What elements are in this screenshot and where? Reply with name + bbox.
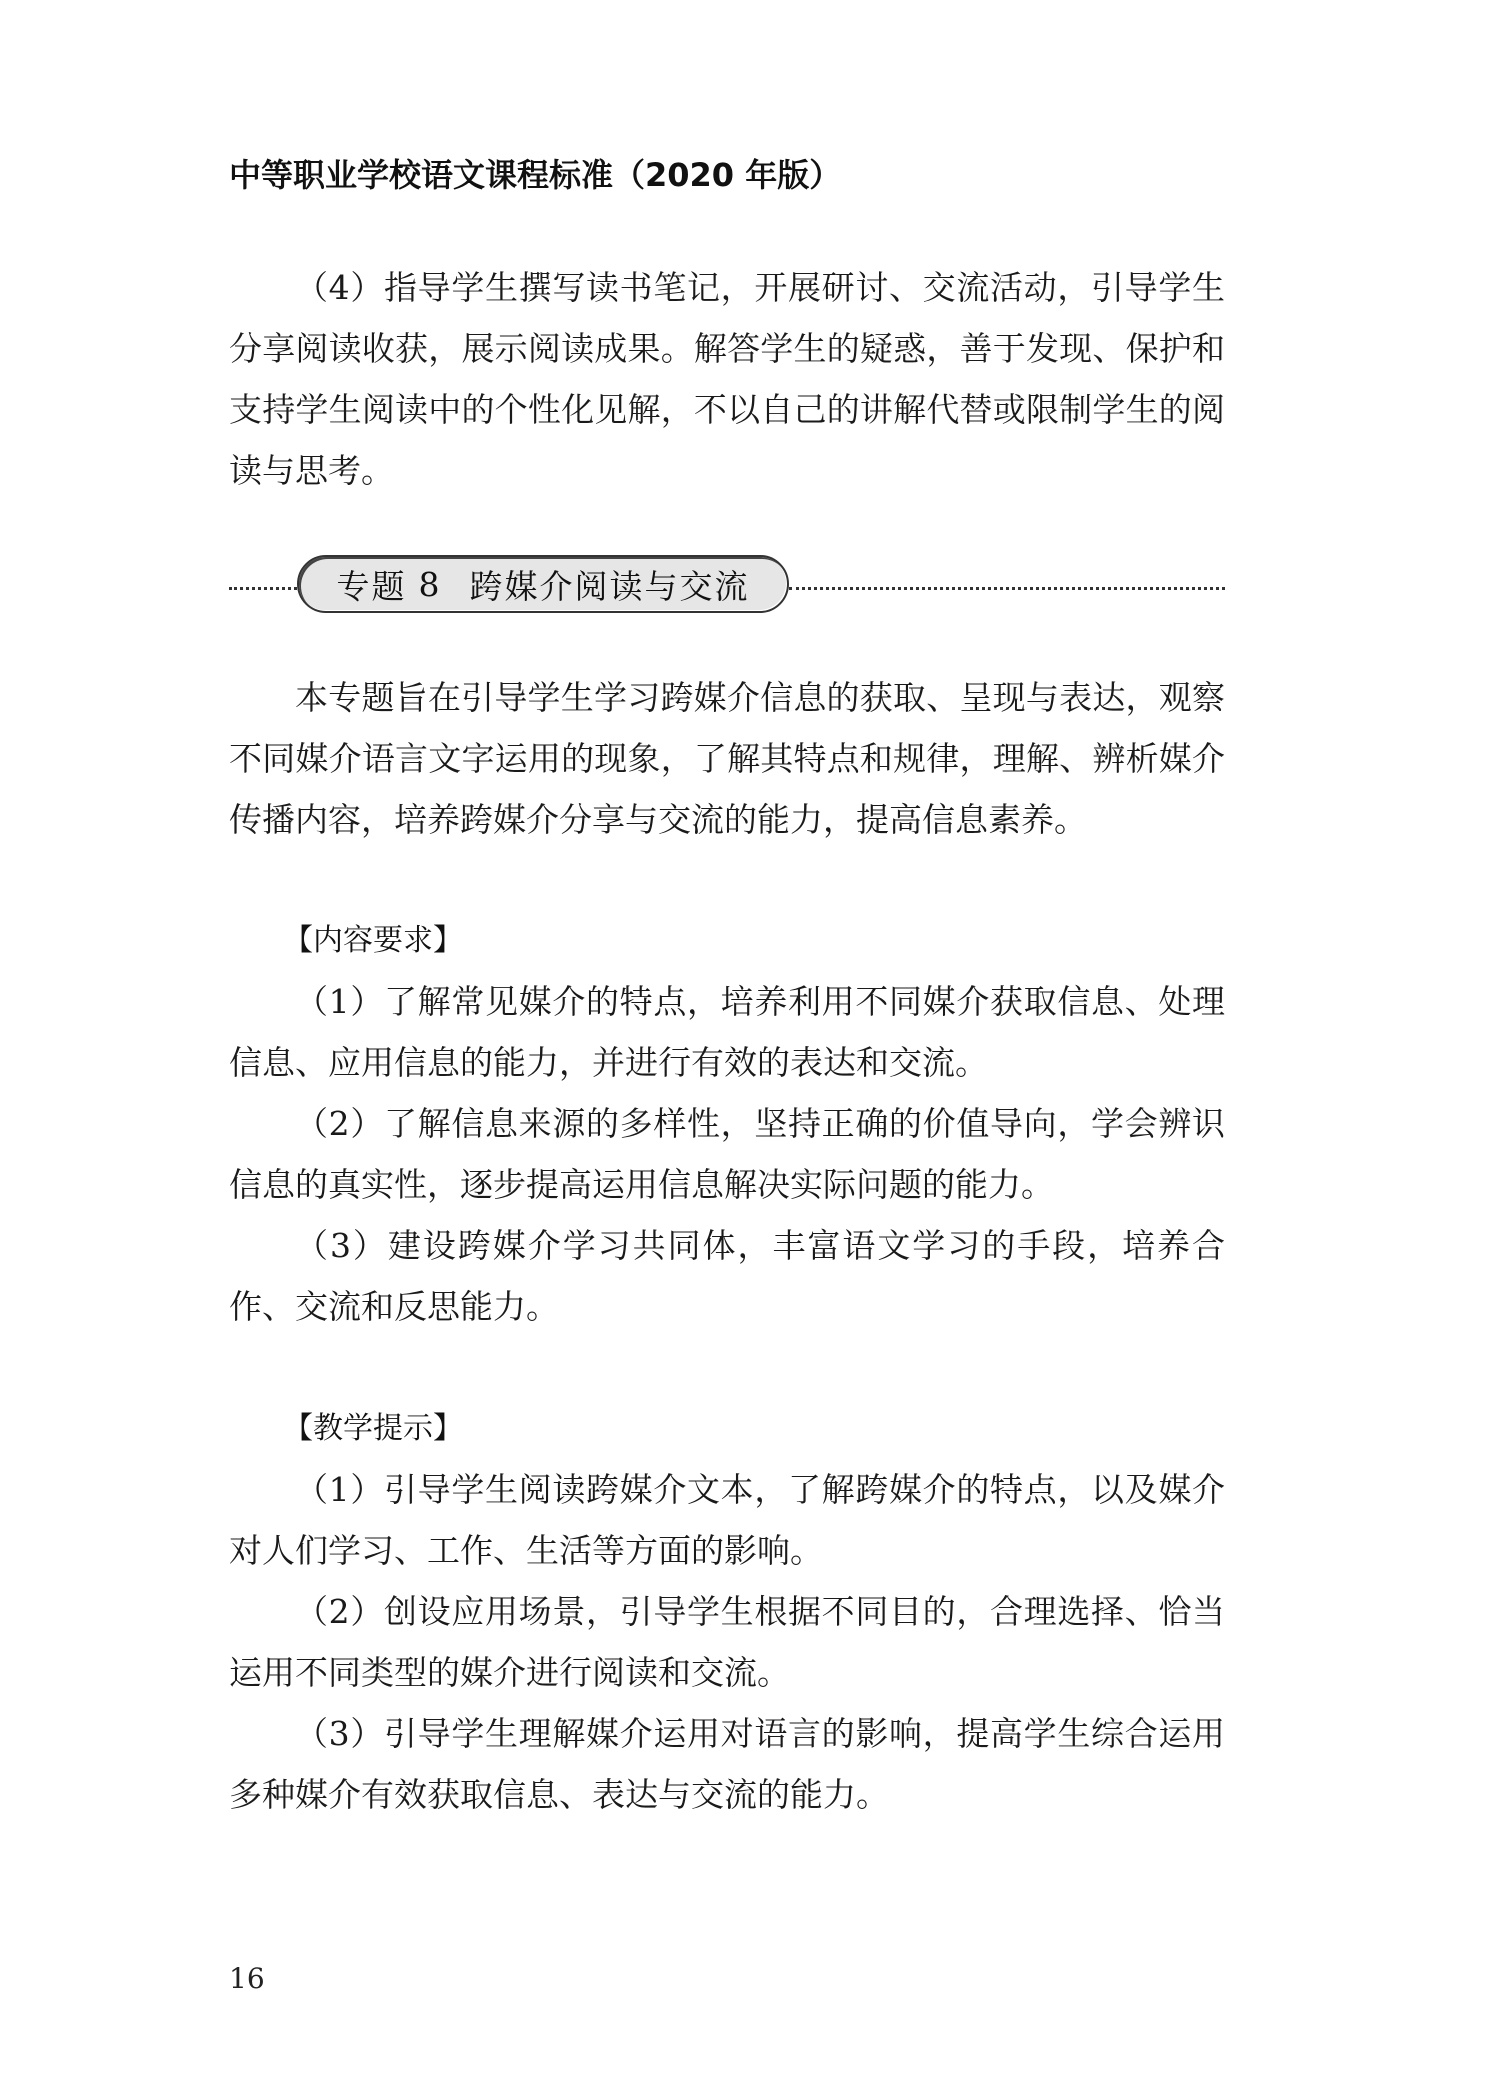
teaching-tip-item: （2）创设应用场景，引导学生根据不同目的，合理选择、恰当运用不同类型的媒介进行阅读和交流。 <box>229 1592 1225 1692</box>
topic-intro-paragraph: 本专题旨在引导学生学习跨媒介信息的获取、呈现与表达，观察不同媒介语言文字运用的现象，了解其特点和规律，理解、辨析媒介传播内容，培养跨媒介分享与交流的能力，提高信息素养。 <box>229 678 1225 839</box>
content-requirement-item: （1）了解常见媒介的特点，培养利用不同媒介获取信息、处理信息、应用信息的能力，并进行有效的表达和交流。 <box>229 982 1225 1082</box>
teaching-tips-heading: 【教学提示】 <box>283 1411 463 1446</box>
intro-section <box>229 257 1225 501</box>
content-requirement-item: （3）建设跨媒介学习共同体，丰富语文学习的手段，培养合作、交流和反思能力。 <box>229 1226 1225 1326</box>
running-header: 中等职业学校语文课程标准（2020 年版） <box>229 156 842 194</box>
topic-name: 跨媒介阅读与交流 <box>469 566 750 606</box>
topic-title-pill <box>297 555 789 613</box>
page-number: 16 <box>229 1962 265 1995</box>
teaching-tips-section <box>229 1398 1225 1825</box>
teaching-tip-item: （3）引导学生理解媒介运用对语言的影响，提高学生综合运用多种媒介有效获取信息、表达与交流的能力。 <box>229 1714 1225 1814</box>
content-requirements-section <box>229 910 1225 1337</box>
content-requirement-item: （2）了解信息来源的多样性，坚持正确的价值导向，学会辨识信息的真实性，逐步提高运用信息解决实际问题的能力。 <box>229 1104 1225 1204</box>
content-requirements-heading: 【内容要求】 <box>283 923 463 958</box>
topic-number: 8 <box>418 564 442 604</box>
topic-banner <box>229 555 1225 615</box>
intro-paragraph: （4）指导学生撰写读书笔记，开展研讨、交流活动，引导学生分享阅读收获，展示阅读成果。解答学生的疑惑，善于发现、保护和支持学生阅读中的个性化见解，不以自己的讲解代替或限制学生的阅读与思考。 <box>229 268 1225 490</box>
teaching-tip-item: （1）引导学生阅读跨媒介文本，了解跨媒介的特点，以及媒介对人们学习、工作、生活等方面的影响。 <box>229 1470 1225 1570</box>
dotted-rule-left <box>229 587 297 590</box>
topic-intro-section <box>229 667 1225 850</box>
dotted-rule-right <box>789 587 1225 590</box>
topic-label: 专题 <box>336 566 407 606</box>
